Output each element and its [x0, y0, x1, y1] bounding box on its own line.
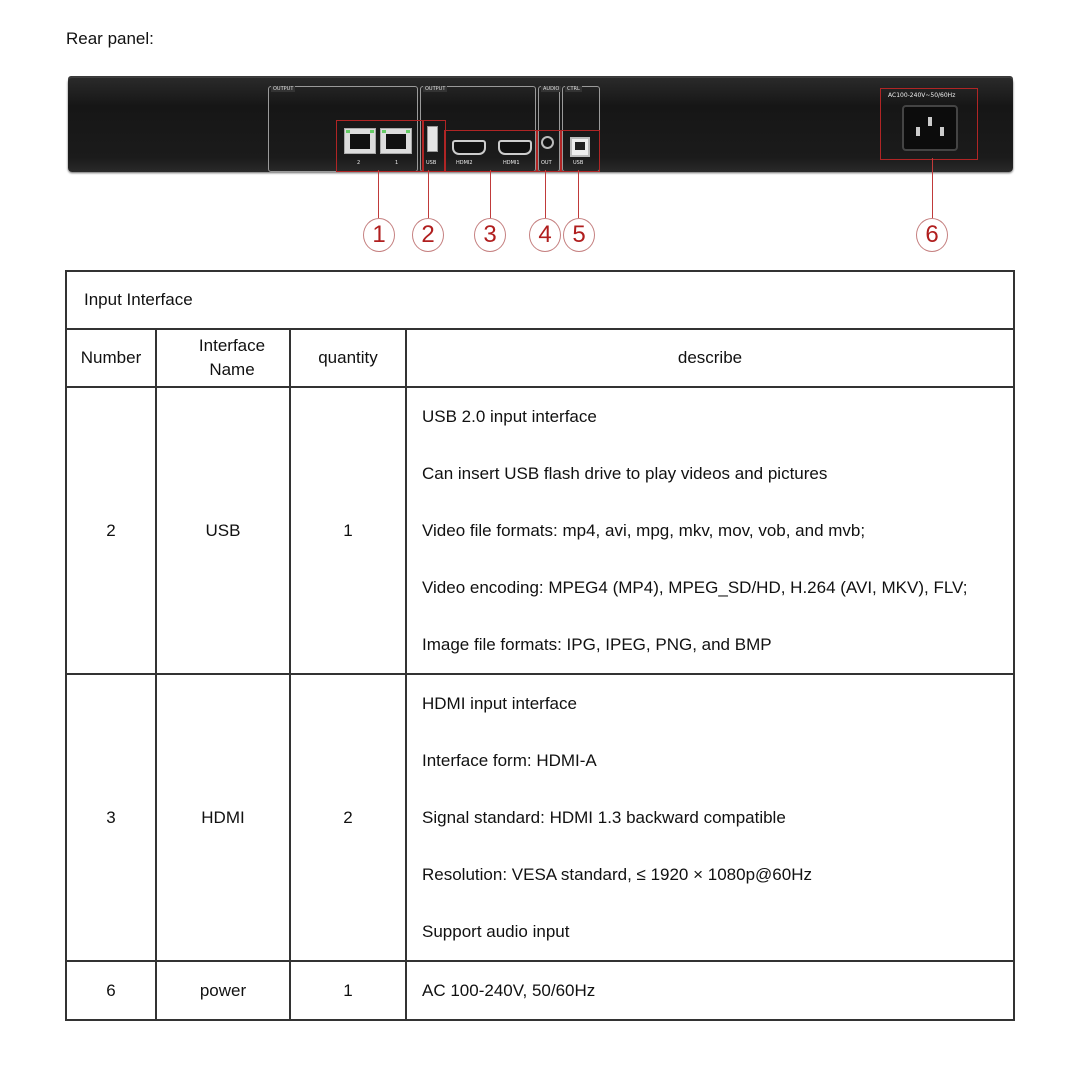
- hdmi-port-icon: [498, 140, 532, 155]
- describe-line: Support audio input: [422, 922, 570, 941]
- table-caption-row: [66, 271, 1014, 329]
- header-name-line2: Name: [209, 360, 255, 379]
- describe-line: AC 100-240V, 50/60Hz: [422, 981, 596, 1000]
- group-label: OUTPUT: [425, 86, 446, 92]
- cell-name: HDMI: [156, 674, 290, 961]
- group-label: OUTPUT: [273, 86, 294, 92]
- table-row: [66, 387, 1014, 674]
- cell-quantity: 2: [290, 674, 406, 961]
- group-label: CTRL: [567, 86, 580, 92]
- callout-5: 5: [563, 218, 595, 252]
- header-name-line1: Interface: [198, 336, 266, 355]
- port-label: USB: [426, 160, 437, 166]
- callout-line: [545, 170, 546, 218]
- usb-b-port-icon: [570, 137, 590, 157]
- callout-line: [490, 170, 491, 218]
- header-describe: describe: [406, 329, 1014, 387]
- audio-jack-icon: [541, 136, 554, 149]
- describe-line: Resolution: VESA standard, ≤ 1920 × 1080p@60Hz: [422, 865, 812, 884]
- describe-line: Interface form: HDMI-A: [422, 751, 597, 770]
- callout-line: [428, 170, 429, 218]
- rj45-port-icon: [380, 128, 412, 154]
- cell-describe: [406, 387, 1014, 674]
- header-quantity: quantity: [290, 329, 406, 387]
- describe-line: Video file formats: mp4, avi, mpg, mkv, mov, vob, and mvb;: [422, 521, 866, 540]
- callout-1: 1: [363, 218, 395, 252]
- power-socket-icon: [902, 105, 958, 151]
- header-interface-name: [156, 329, 290, 387]
- port-label: HDMI2: [456, 160, 473, 166]
- callout-4: 4: [529, 218, 561, 252]
- callout-6: 6: [916, 218, 948, 252]
- cell-number: 6: [66, 961, 156, 1020]
- hdmi-port-icon: [452, 140, 486, 155]
- table-row: [66, 674, 1014, 961]
- rj45-port-icon: [344, 128, 376, 154]
- callout-line: [932, 158, 933, 218]
- describe-line: Image file formats: IPG, IPEG, PNG, and BMP: [422, 635, 772, 654]
- describe-line: Can insert USB flash drive to play videos and pictures: [422, 464, 828, 483]
- input-interface-table: [65, 270, 1015, 1021]
- callout-line: [378, 170, 379, 218]
- power-rating-label: AC100-240V~50/60Hz: [888, 92, 956, 99]
- usb-a-port-icon: [427, 126, 438, 152]
- cell-name: power: [156, 961, 290, 1020]
- port-label: HDMI1: [503, 160, 520, 166]
- header-number: Number: [66, 329, 156, 387]
- callout-2: 2: [412, 218, 444, 252]
- page-title: Rear panel:: [66, 29, 154, 48]
- describe-line: Signal standard: HDMI 1.3 backward compatible: [422, 808, 786, 827]
- port-label: 2: [357, 160, 361, 166]
- table-header-row: [66, 329, 1014, 387]
- table-row: [66, 961, 1014, 1020]
- port-label: OUT: [541, 160, 552, 166]
- port-label: USB: [573, 160, 584, 166]
- cell-describe: [406, 961, 1014, 1020]
- cell-quantity: 1: [290, 387, 406, 674]
- cell-name: USB: [156, 387, 290, 674]
- describe-line: HDMI input interface: [422, 694, 577, 713]
- table-caption: Input Interface: [66, 271, 1014, 329]
- cell-number: 2: [66, 387, 156, 674]
- callout-line: [578, 170, 579, 218]
- port-label: 1: [395, 160, 399, 166]
- cell-quantity: 1: [290, 961, 406, 1020]
- group-label: AUDIO: [543, 86, 560, 92]
- describe-line: Video encoding: MPEG4 (MP4), MPEG_SD/HD, H.264 (AVI, MKV), FLV;: [422, 578, 968, 597]
- cell-describe: [406, 674, 1014, 961]
- callout-3: 3: [474, 218, 506, 252]
- describe-line: USB 2.0 input interface: [422, 407, 597, 426]
- cell-number: 3: [66, 674, 156, 961]
